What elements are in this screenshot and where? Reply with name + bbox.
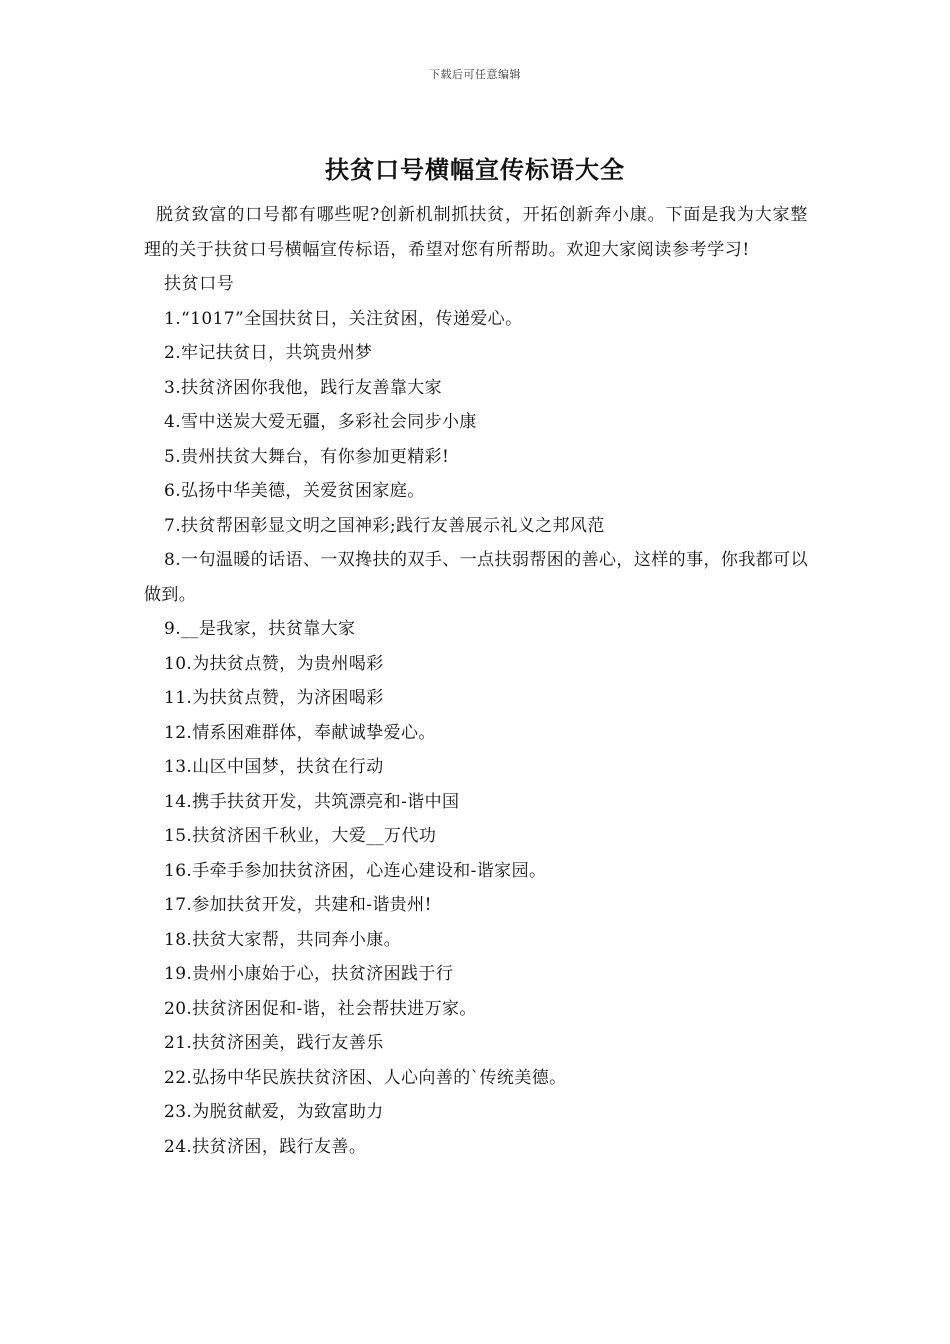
slogan-item: 20.扶贫济困促和-谐，社会帮扶进万家。 [164, 998, 477, 1019]
slogan-item: 17.参加扶贫开发，共建和-谐贵州! [164, 895, 432, 915]
slogan-item: 11.为扶贫点赞，为济困喝彩 [164, 688, 384, 708]
slogan-item: 2.牢记扶贫日，共筑贵州梦 [164, 343, 373, 363]
document-title: 扶贫口号横幅宣传标语大全 [325, 156, 625, 184]
page-header-note: 下载后可任意编辑 [429, 68, 521, 81]
slogan-item: 7.扶贫帮困彰显文明之国神彩;践行友善展示礼义之邦风范 [164, 515, 605, 536]
slogan-item: 6.弘扬中华美德，关爱贫困家庭。 [164, 481, 425, 501]
intro-paragraph: 脱贫致富的口号都有哪些呢?创新机制抓扶贫，开拓创新奔小康。下面是我为大家整理的关于扶贫口号横幅宣传标语，希望对您有所帮助。欢迎大家阅读参考学习! [144, 205, 808, 260]
slogan-item: 22.弘扬中华民族扶贫济困、人心向善的`传统美德。 [164, 1067, 567, 1088]
slogan-item: 12.情系困难群体，奉献诚挚爱心。 [164, 722, 436, 743]
slogan-item: 1.“1017”全国扶贫日，关注贫困，传递爱心。 [164, 308, 523, 329]
slogan-item: 16.手牵手参加扶贫济困，心连心建设和-谐家园。 [164, 860, 547, 881]
slogan-item: 23.为脱贫献爱，为致富助力 [164, 1102, 384, 1122]
slogan-item: 13.山区中国梦，扶贫在行动 [164, 757, 384, 777]
slogan-list [144, 302, 808, 1165]
slogan-item: 9.__是我家，扶贫靠大家 [164, 619, 356, 639]
slogan-item: 10.为扶贫点赞，为贵州喝彩 [164, 653, 384, 674]
slogan-item: 3.扶贫济困你我他，践行友善靠大家 [164, 377, 443, 398]
slogan-item: 21.扶贫济困美，践行友善乐 [164, 1033, 384, 1053]
document-body [144, 198, 808, 1164]
slogan-item: 14.携手扶贫开发，共筑漂亮和-谐中国 [164, 791, 460, 812]
slogan-item: 18.扶贫大家帮，共同奔小康。 [164, 929, 402, 950]
slogan-item: 24.扶贫济困，践行友善。 [164, 1136, 367, 1157]
slogan-item: 15.扶贫济困千秋业，大爱__万代功 [164, 826, 437, 846]
slogan-item: 8.一句温暖的话语、一双搀扶的双手、一点扶弱帮困的善心，这样的事，你我都可以做到。 [144, 550, 808, 605]
slogan-item: 19.贵州小康始于心，扶贫济困践于行 [164, 964, 454, 984]
section-heading: 扶贫口号 [164, 274, 235, 294]
slogan-item: 4.雪中送炭大爱无疆，多彩社会同步小康 [164, 412, 477, 432]
slogan-item: 5.贵州扶贫大舞台，有你参加更精彩! [164, 446, 450, 467]
